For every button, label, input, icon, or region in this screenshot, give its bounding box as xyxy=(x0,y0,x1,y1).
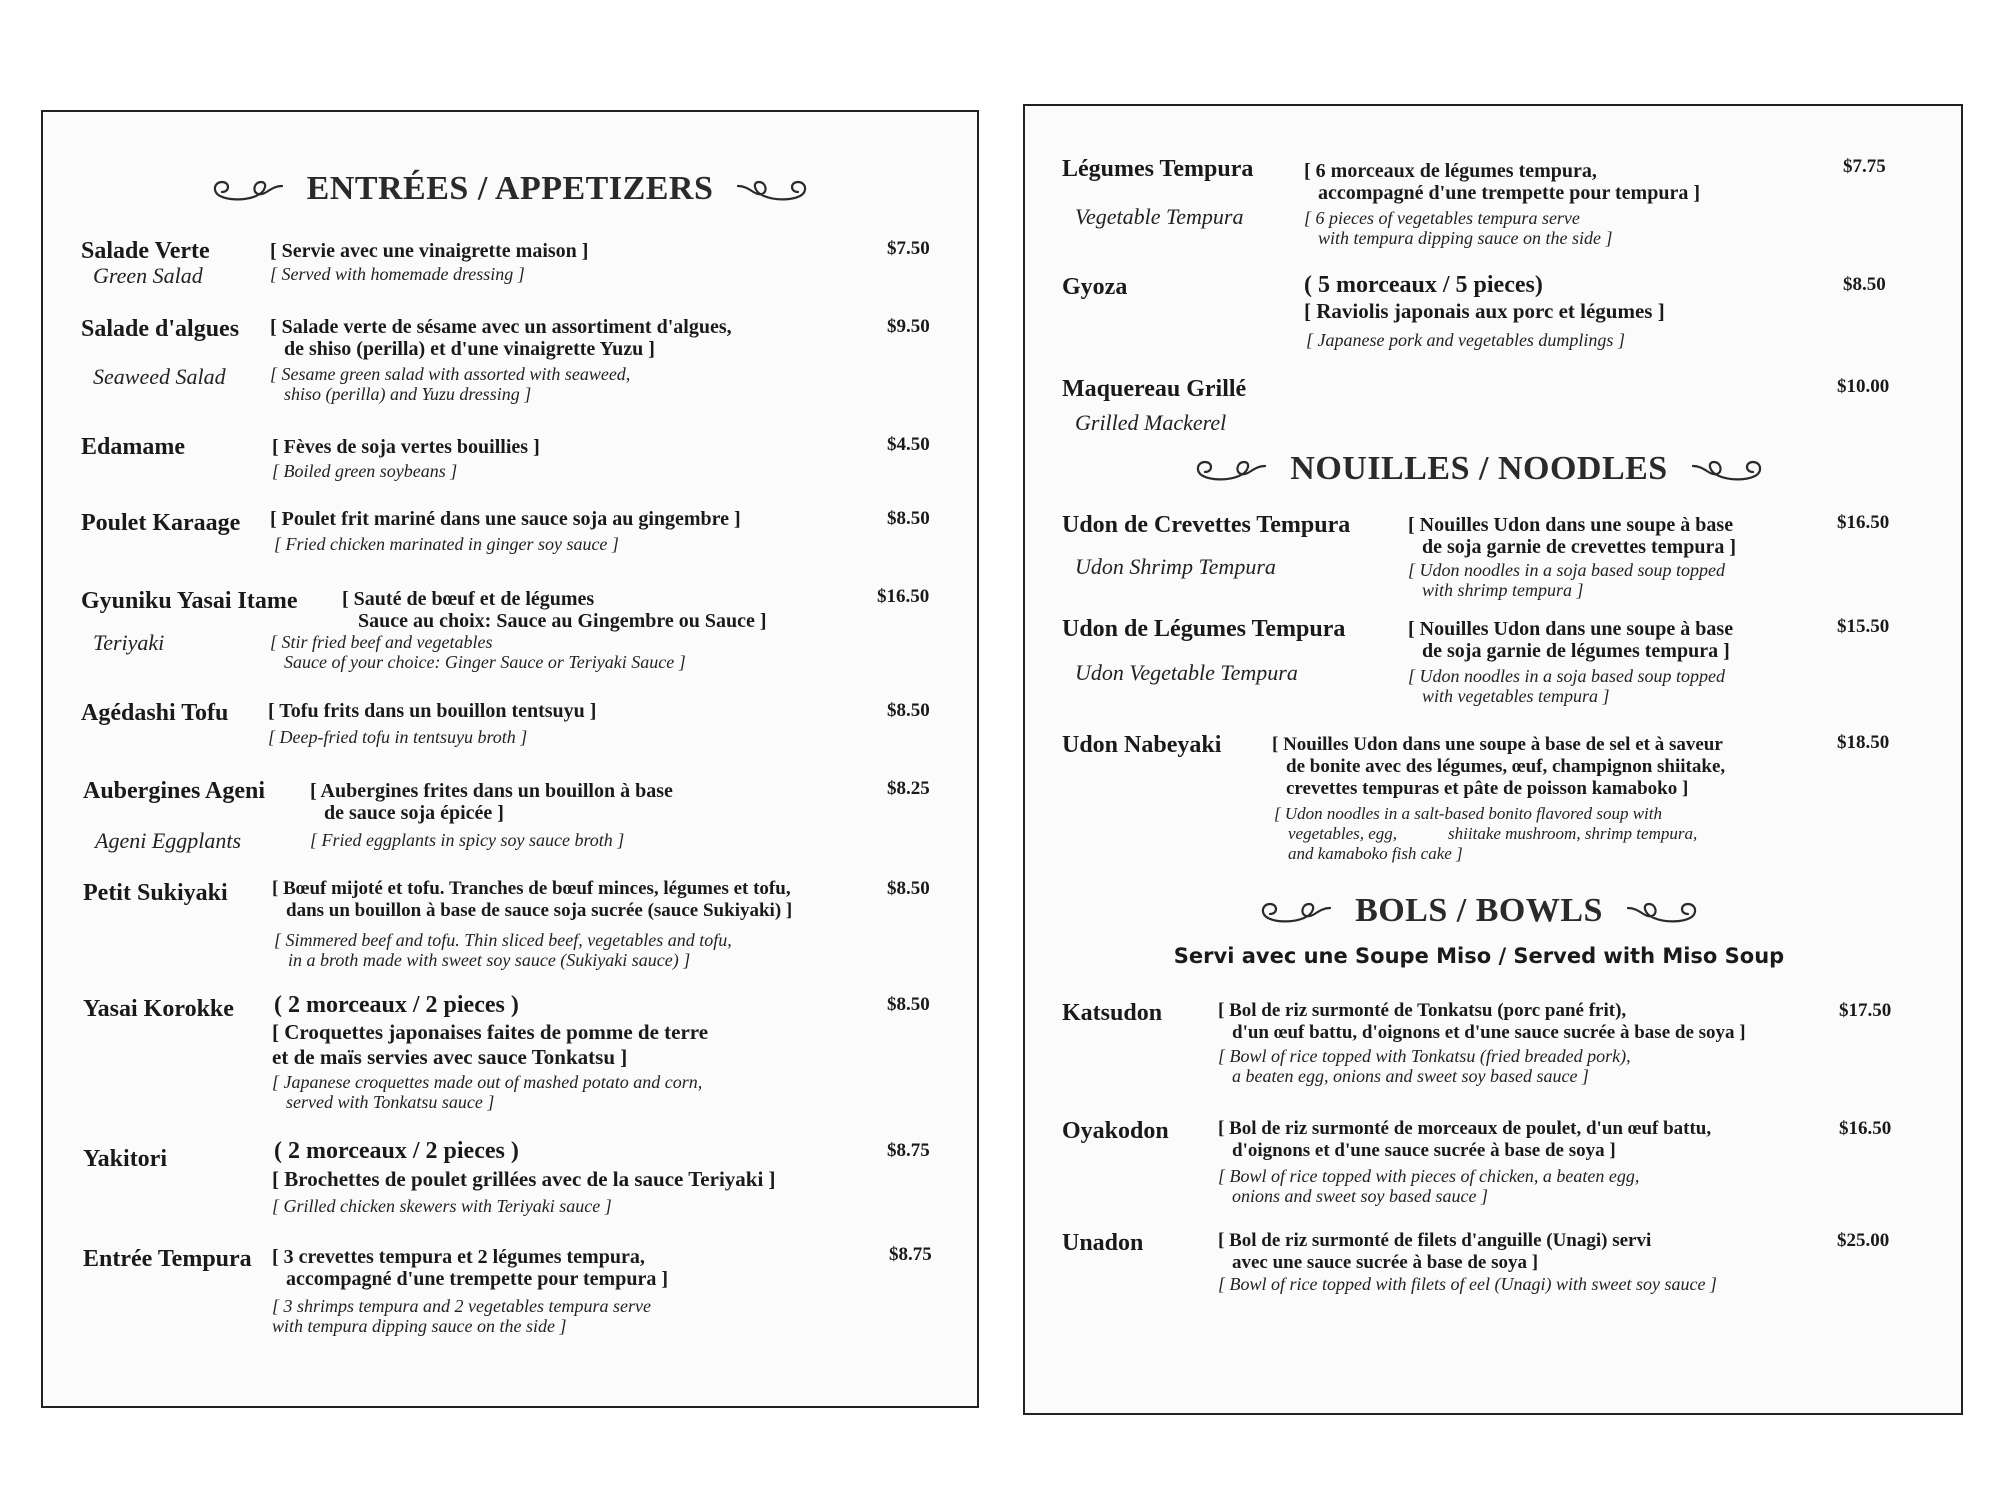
item-english-description: [ Fried chicken marinated in ginger soy sauce ] xyxy=(274,534,619,554)
item-english-description: [ Served with homemade dressing ] xyxy=(270,264,525,284)
item-price: $8.50 xyxy=(887,700,930,721)
item-description: [ Bœuf mijoté et tofu. Tranches de bœuf minces, légumes et tofu, dans un bouillon à base de sauce soja sucrée (sauce Sukiyaki) ] xyxy=(272,878,793,921)
item-name: Katsudon xyxy=(1062,1000,1163,1026)
menu-page-noodles-bowls xyxy=(1023,104,1963,1415)
item-english-description: [ Udon noodles in a soja based soup topped with shrimp tempura ] xyxy=(1408,560,1725,600)
item-name: Yakitori xyxy=(83,1146,167,1172)
item-description: [ Bol de riz surmonté de Tonkatsu (porc pané frit), d'un œuf battu, d'oignons et d'une sauce sucrée à base de soya ] xyxy=(1218,1000,1746,1043)
item-name: Udon de Légumes Tempura xyxy=(1062,616,1346,642)
item-english-description: [ Bowl of rice topped with pieces of chicken, a beaten egg, onions and sweet soy based sauce ] xyxy=(1218,1166,1640,1206)
item-name: Légumes Tempura xyxy=(1062,156,1254,182)
item-name: Gyoza xyxy=(1062,274,1128,300)
item-english-name: Udon Shrimp Tempura xyxy=(1075,554,1276,579)
item-name: Petit Sukiyaki xyxy=(83,880,228,906)
item-english-description: [ Simmered beef and tofu. Thin sliced beef, vegetables and tofu, in a broth made with sweet soy sauce (Sukiyaki sauce) ] xyxy=(274,930,732,970)
item-english-name: Ageni Eggplants xyxy=(95,828,242,853)
menu-page-appetizers xyxy=(41,110,979,1408)
item-price: $8.50 xyxy=(887,508,930,529)
item-description: [ Poulet frit mariné dans une sauce soja au gingembre ] xyxy=(270,508,741,530)
item-name: Poulet Karaage xyxy=(81,510,241,536)
item-name: Udon Nabeyaki xyxy=(1062,732,1222,758)
item-name: Salade Verte xyxy=(81,238,210,264)
item-description: [ Raviolis japonais aux porc et légumes ] xyxy=(1304,299,1665,323)
item-english-description: [ Bowl of rice topped with Tonkatsu (fried breaded pork), a beaten egg, onions and sweet soy based sauce ] xyxy=(1218,1046,1631,1086)
item-english-description: [ Udon noodles in a salt-based bonito flavored soup with vegetables, egg, shiitake mushroom, shrimp tempura, and kamaboko fish cake ] xyxy=(1274,804,1698,863)
item-name: Gyuniku Yasai Itame xyxy=(81,588,298,614)
item-name: Oyakodon xyxy=(1062,1118,1169,1144)
item-price: $10.00 xyxy=(1837,376,1890,397)
item-description: [ Sauté de bœuf et de légumes Sauce au choix: Sauce au Gingembre ou Sauce ] xyxy=(342,588,767,632)
item-name: Aubergines Ageni xyxy=(83,778,266,804)
item-english-name: Udon Vegetable Tempura xyxy=(1075,660,1298,685)
item-name: Entrée Tempura xyxy=(83,1246,252,1272)
item-price: $18.50 xyxy=(1837,732,1890,753)
item-description: [ Nouilles Udon dans une soupe à base de soja garnie de légumes tempura ] xyxy=(1408,618,1734,662)
item-price: $8.75 xyxy=(887,1140,930,1161)
item-price: $17.50 xyxy=(1839,1000,1892,1021)
item-english-description: [ Sesame green salad with assorted with seaweed, shiso (perilla) and Yuzu dressing ] xyxy=(270,364,631,404)
item-description: [ Brochettes de poulet grillées avec de la sauce Teriyaki ] xyxy=(272,1167,776,1191)
item-price: $7.75 xyxy=(1843,156,1886,177)
item-price: $16.50 xyxy=(1837,512,1890,533)
item-english-name: Green Salad xyxy=(93,263,203,288)
item-piece-count: ( 5 morceaux / 5 pieces) xyxy=(1304,272,1543,298)
item-english-description: [ Japanese croquettes made out of mashed potato and corn, served with Tonkatsu sauce ] xyxy=(272,1072,703,1112)
item-description: [ Salade verte de sésame avec un assortiment d'algues, de shiso (perilla) et d'une vinaigrette Yuzu ] xyxy=(270,316,732,360)
item-price: $9.50 xyxy=(887,316,930,337)
item-english-description: [ Grilled chicken skewers with Teriyaki sauce ] xyxy=(272,1196,612,1216)
item-name: Salade d'algues xyxy=(81,316,240,342)
item-english-name: Grilled Mackerel xyxy=(1075,410,1227,435)
item-description: [ Nouilles Udon dans une soupe à base de soja garnie de crevettes tempura ] xyxy=(1408,514,1736,558)
item-english-description: [ Stir fried beef and vegetables Sauce of your choice: Ginger Sauce or Teriyaki Sauce ] xyxy=(270,632,686,672)
item-description: [ Fèves de soja vertes bouillies ] xyxy=(272,436,540,458)
item-price: $8.75 xyxy=(889,1244,932,1265)
bowls-heading: BOLS / BOWLS xyxy=(997,890,1961,930)
item-price: $8.25 xyxy=(887,778,930,799)
item-english-description: [ Deep-fried tofu in tentsuyu broth ] xyxy=(268,727,528,747)
left-swirl-ornament-icon xyxy=(1191,452,1267,486)
appetizers-heading: ENTRÉES / APPETIZERS xyxy=(43,168,977,208)
item-name: Yasai Korokke xyxy=(83,996,234,1022)
right-swirl-ornament-icon xyxy=(1691,452,1767,486)
item-english-description: [ Japanese pork and vegetables dumplings ] xyxy=(1306,330,1625,350)
item-description: [ Bol de riz surmonté de filets d'anguille (Unagi) servi avec une sauce sucrée à base de soya ] xyxy=(1218,1230,1652,1273)
item-price: $7.50 xyxy=(887,238,930,259)
item-price: $15.50 xyxy=(1837,616,1890,637)
item-price: $4.50 xyxy=(887,434,930,455)
item-english-name: Teriyaki xyxy=(93,630,165,655)
right-swirl-ornament-icon xyxy=(1626,894,1702,928)
item-price: $8.50 xyxy=(1843,274,1886,295)
item-english-description: [ 6 pieces of vegetables tempura serve with tempura dipping sauce on the side ] xyxy=(1304,208,1613,248)
item-description: [ Servie avec une vinaigrette maison ] xyxy=(270,240,589,262)
item-name: Maquereau Grillé xyxy=(1062,376,1247,402)
item-piece-count: ( 2 morceaux / 2 pieces ) xyxy=(274,992,519,1018)
item-english-name: Seaweed Salad xyxy=(93,364,226,389)
item-description: [ Nouilles Udon dans une soupe à base de sel et à saveur de bonite avec des légumes, œuf, champignon shiitake, crevettes tempuras et pâte de poisson kamaboko ] xyxy=(1272,734,1726,799)
bowls-subheading: Servi avec une Soupe Miso / Served with Miso Soup xyxy=(1173,944,1785,968)
left-swirl-ornament-icon xyxy=(1256,894,1332,928)
item-english-description: [ Bowl of rice topped with filets of eel (Unagi) with sweet soy sauce ] xyxy=(1218,1274,1717,1294)
item-english-description: [ 3 shrimps tempura and 2 vegetables tempura serve with tempura dipping sauce on the side ] xyxy=(272,1296,651,1336)
noodles-heading: NOUILLES / NOODLES xyxy=(997,448,1961,488)
item-description: [ Tofu frits dans un bouillon tentsuyu ] xyxy=(268,700,597,722)
item-english-description: [ Udon noodles in a soja based soup topped with vegetables tempura ] xyxy=(1408,666,1725,706)
item-english-description: [ Fried eggplants in spicy soy sauce broth ] xyxy=(310,830,625,850)
item-description: [ 3 crevettes tempura et 2 légumes tempura, accompagné d'une trempette pour tempura ] xyxy=(272,1246,668,1290)
item-description: [ Aubergines frites dans un bouillon à base de sauce soja épicée ] xyxy=(310,780,673,824)
left-swirl-ornament-icon xyxy=(208,172,284,206)
item-name: Unadon xyxy=(1062,1230,1144,1256)
item-description: [ Croquettes japonaises faites de pomme de terre et de maïs servies avec sauce Tonkatsu ] xyxy=(272,1020,709,1069)
right-swirl-ornament-icon xyxy=(736,172,812,206)
item-price: $25.00 xyxy=(1837,1230,1890,1251)
item-price: $16.50 xyxy=(1839,1118,1892,1139)
item-price: $8.50 xyxy=(887,878,930,899)
item-price: $16.50 xyxy=(877,586,930,607)
item-description: [ 6 morceaux de légumes tempura, accompagné d'une trempette pour tempura ] xyxy=(1304,160,1700,204)
item-english-name: Vegetable Tempura xyxy=(1075,204,1244,229)
item-english-description: [ Boiled green soybeans ] xyxy=(272,461,458,481)
item-name: Udon de Crevettes Tempura xyxy=(1062,512,1351,538)
item-price: $8.50 xyxy=(887,994,930,1015)
item-name: Agédashi Tofu xyxy=(81,700,229,726)
item-name: Edamame xyxy=(81,434,185,460)
item-description: [ Bol de riz surmonté de morceaux de poulet, d'un œuf battu, d'oignons et d'une sauce sucrée à base de soya ] xyxy=(1218,1118,1712,1161)
item-piece-count: ( 2 morceaux / 2 pieces ) xyxy=(274,1138,519,1164)
